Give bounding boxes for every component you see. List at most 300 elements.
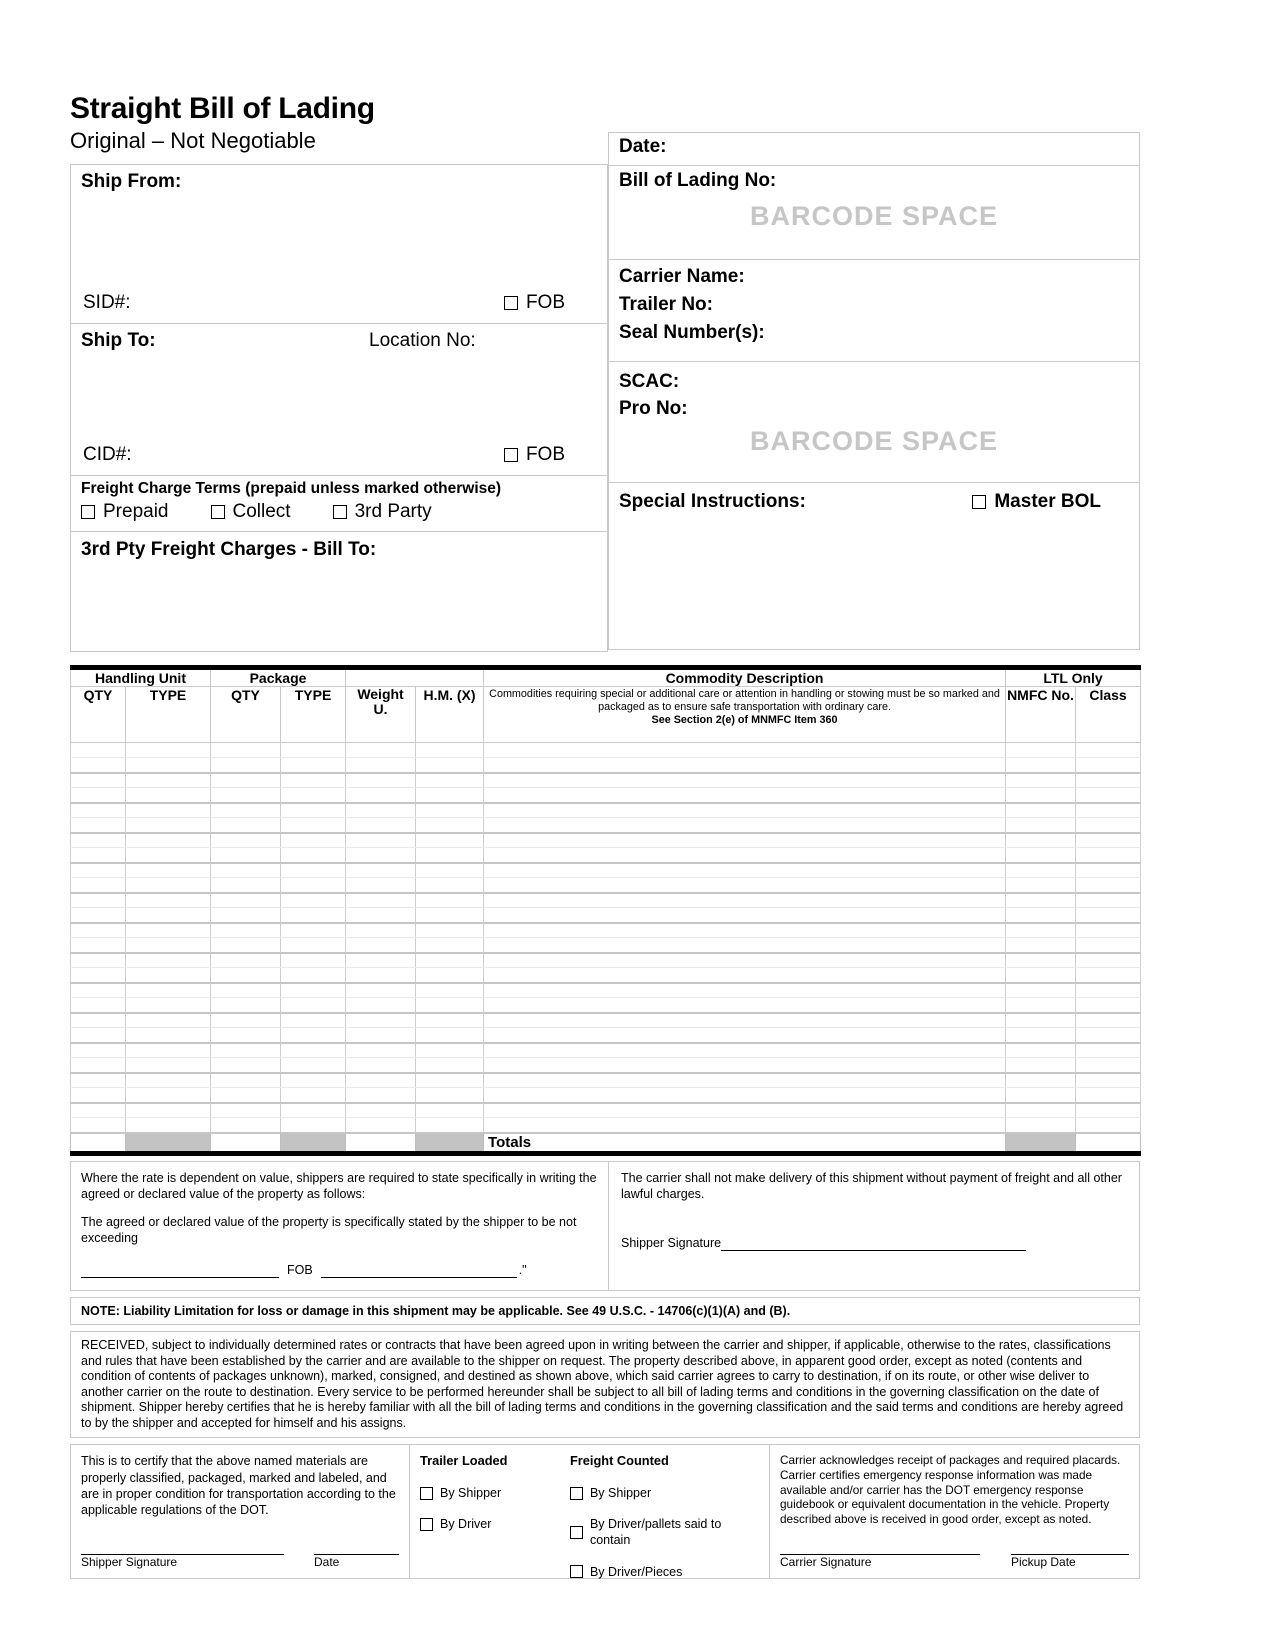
cid-label: CID#:	[83, 444, 132, 465]
table-cell	[416, 773, 484, 788]
class-header: Class	[1076, 687, 1141, 743]
table-cell	[484, 908, 1006, 923]
barcode-placeholder: BARCODE SPACE	[749, 426, 999, 456]
table-cell	[126, 878, 211, 893]
collect-checkbox[interactable]	[211, 505, 225, 519]
table-row	[71, 893, 1141, 908]
table-cell	[484, 1118, 1006, 1133]
table-cell	[484, 773, 1006, 788]
table-row	[71, 833, 1141, 848]
table-cell	[416, 758, 484, 773]
carrier-signature-blank[interactable]	[780, 1543, 980, 1555]
table-cell	[1006, 863, 1076, 878]
trailer-by-driver-label: By Driver	[440, 1517, 492, 1532]
table-cell	[281, 818, 346, 833]
table-cell	[346, 908, 416, 923]
location-no-label: Location No:	[369, 330, 476, 351]
table-cell	[281, 1013, 346, 1028]
table-cell	[71, 1058, 126, 1073]
table-cell	[211, 1118, 281, 1133]
table-cell	[416, 1028, 484, 1043]
date-label: Date	[314, 1554, 340, 1569]
commodity-description-header: Commodity Description	[484, 668, 1006, 687]
table-cell	[1006, 1118, 1076, 1133]
table-cell	[1076, 923, 1141, 938]
special-instructions-label: Special Instructions:	[619, 491, 806, 512]
page-title: Straight Bill of Lading	[70, 92, 375, 125]
table-cell	[1076, 833, 1141, 848]
table-cell	[71, 818, 126, 833]
table-cell	[1006, 938, 1076, 953]
table-cell	[1076, 803, 1141, 818]
fob-mid-label: FOB	[287, 1263, 313, 1277]
table-row	[71, 863, 1141, 878]
table-cell	[1006, 953, 1076, 968]
table-cell	[126, 788, 211, 803]
table-cell	[126, 1043, 211, 1058]
table-cell	[71, 803, 126, 818]
table-cell	[346, 803, 416, 818]
table-cell	[484, 1013, 1006, 1028]
freight-terms-box	[70, 475, 608, 532]
table-cell	[71, 788, 126, 803]
date-blank[interactable]	[314, 1543, 399, 1555]
pickup-date-field	[1011, 1543, 1129, 1570]
table-cell	[1076, 788, 1141, 803]
table-row	[71, 1103, 1141, 1118]
table-cell	[211, 1058, 281, 1073]
table-cell	[126, 1073, 211, 1088]
shipper-certify-text: This is to certify that the above named materials are properly classified, packaged, marked and labeled, and are in proper condition for transportation according to the applicable regulations of the DOT.	[81, 1454, 396, 1517]
table-row	[71, 1118, 1141, 1133]
totals-pkg-qty-cell	[211, 1133, 281, 1154]
shipper-signature-label: Shipper Signature	[621, 1235, 722, 1250]
table-cell	[71, 1103, 126, 1118]
table-cell	[211, 773, 281, 788]
table-cell	[1076, 1088, 1141, 1103]
table-cell	[281, 1043, 346, 1058]
title-block	[70, 93, 608, 165]
third-party-label: 3rd Party	[354, 501, 432, 522]
table-cell	[484, 1058, 1006, 1073]
table-cell	[346, 758, 416, 773]
table-cell	[71, 1118, 126, 1133]
table-cell	[281, 938, 346, 953]
table-cell	[281, 1058, 346, 1073]
table-cell	[416, 803, 484, 818]
table-cell	[126, 983, 211, 998]
table-row	[71, 803, 1141, 818]
table-cell	[346, 1103, 416, 1118]
table-cell	[416, 818, 484, 833]
handling-unit-group-header: Handling Unit	[71, 668, 211, 687]
table-cell	[484, 743, 1006, 758]
totals-row	[71, 1133, 1141, 1154]
table-cell	[281, 1103, 346, 1118]
table-cell	[416, 938, 484, 953]
table-cell	[1076, 968, 1141, 983]
table-cell	[484, 878, 1006, 893]
table-cell	[416, 1118, 484, 1133]
pkg-type-header: TYPE	[281, 687, 346, 743]
table-cell	[126, 923, 211, 938]
shipper-signature-blank[interactable]	[721, 1238, 1026, 1251]
table-cell	[1006, 1058, 1076, 1073]
totals-class-cell	[1076, 1133, 1141, 1154]
certification-row	[70, 1444, 1140, 1579]
carrier-signature-label: Carrier Signature	[780, 1555, 872, 1570]
shipper-certify-box	[70, 1444, 410, 1579]
table-row	[71, 938, 1141, 953]
trailer-by-shipper-checkbox[interactable]	[420, 1487, 433, 1500]
table-row	[71, 1088, 1141, 1103]
table-cell	[126, 938, 211, 953]
table-cell	[416, 953, 484, 968]
table-cell	[484, 788, 1006, 803]
table-cell	[211, 1013, 281, 1028]
declared-value-line	[81, 1262, 598, 1278]
fob-value-blank[interactable]	[321, 1265, 517, 1278]
trailer-no-label: Trailer No:	[619, 294, 713, 315]
table-cell	[211, 938, 281, 953]
ship-to-box	[70, 323, 608, 476]
table-cell	[346, 848, 416, 863]
seal-numbers-label: Seal Number(s):	[619, 322, 765, 343]
table-cell	[484, 848, 1006, 863]
table-cell	[281, 773, 346, 788]
table-cell	[281, 1088, 346, 1103]
table-cell	[126, 1013, 211, 1028]
prepaid-option	[81, 501, 169, 523]
table-cell	[71, 1028, 126, 1043]
table-cell	[211, 863, 281, 878]
table-cell	[126, 848, 211, 863]
scac-label: SCAC:	[619, 371, 680, 392]
table-cell	[211, 1103, 281, 1118]
commodity-note-bold-text: See Section 2(e) of MNMFC Item 360	[651, 713, 838, 726]
totals-label-cell: Totals	[484, 1133, 1006, 1154]
table-cell	[211, 818, 281, 833]
table-cell	[416, 968, 484, 983]
third-party-bill-to-box	[70, 531, 608, 652]
table-cell	[484, 968, 1006, 983]
counted-by-driver-pallets-option	[570, 1516, 759, 1549]
table-cell	[416, 1058, 484, 1073]
package-group-header: Package	[211, 668, 346, 687]
table-cell	[1006, 773, 1076, 788]
table-cell	[1076, 1013, 1141, 1028]
table-row	[71, 878, 1141, 893]
table-cell	[211, 1088, 281, 1103]
table-cell	[126, 998, 211, 1013]
third-party-option	[333, 501, 432, 523]
table-cell	[71, 773, 126, 788]
bol-number-box	[608, 165, 1140, 260]
table-cell	[1076, 743, 1141, 758]
value-para-2: The agreed or declared value of the property is specifically stated by the shipper to be not exceeding	[81, 1214, 577, 1245]
fob-checkbox[interactable]	[504, 448, 518, 462]
top-right-column	[608, 133, 1140, 650]
table-cell	[1006, 1088, 1076, 1103]
table-cell	[1076, 953, 1141, 968]
table-row	[71, 788, 1141, 803]
ship-from-fob-option	[504, 292, 565, 314]
table-cell	[346, 788, 416, 803]
nmfc-header: NMFC No.	[1006, 687, 1076, 743]
table-cell	[281, 1028, 346, 1043]
trailer-loaded-label: Trailer Loaded	[420, 1453, 508, 1469]
table-cell	[126, 833, 211, 848]
table-cell	[71, 968, 126, 983]
table-cell	[211, 953, 281, 968]
table-cell	[211, 758, 281, 773]
table-cell	[1006, 833, 1076, 848]
table-cell	[1006, 1013, 1076, 1028]
table-cell	[1006, 878, 1076, 893]
table-cell	[1076, 758, 1141, 773]
special-instructions-box	[608, 482, 1140, 650]
table-cell	[346, 968, 416, 983]
table-cell	[1076, 998, 1141, 1013]
barcode-placeholder: BARCODE SPACE	[749, 201, 999, 231]
shipper-signature-blank[interactable]	[81, 1543, 284, 1555]
table-cell	[281, 863, 346, 878]
received-terms-box: RECEIVED, subject to individually determined rates or contracts that have been agreed upon in writing between the carrier and shipper, if applicable, otherwise to the rates, classifications and rules that have been established by the carrier and are available to the shipper on request. The property described above, in apparent good order, except as noted (contents and condition of contents of packages unknown), marked, consigned, and destined as shown above, which said carrier agrees to carry to destination, if on its route, or other wise deliver to another carrier on the route to destination. Every service to be performed hereunder shall be subject to all bill of lading terms and conditions in the governing classification on the date of shipment. Shipper hereby certifies that he is hereby familiar with all the bill of lading terms and conditions in the governing classification and the said terms and conditions are hereby agreed to by the shipper and accepted for himself and his assigns.	[70, 1331, 1140, 1438]
trailer-by-driver-option	[420, 1516, 546, 1532]
value-declaration-right	[609, 1162, 1139, 1290]
counted-by-driver-pieces-checkbox[interactable]	[570, 1565, 583, 1578]
table-cell	[281, 968, 346, 983]
table-cell	[71, 878, 126, 893]
value-declaration-section	[70, 1161, 1140, 1291]
table-cell	[71, 743, 126, 758]
table-row	[71, 848, 1141, 863]
third-party-checkbox[interactable]	[333, 505, 347, 519]
table-cell	[416, 743, 484, 758]
table-cell	[1076, 1103, 1141, 1118]
table-cell	[71, 983, 126, 998]
table-cell	[71, 1088, 126, 1103]
table-cell	[1006, 983, 1076, 998]
table-row	[71, 1073, 1141, 1088]
table-row	[71, 908, 1141, 923]
table-cell	[484, 1088, 1006, 1103]
top-section	[70, 93, 1140, 652]
table-cell	[126, 758, 211, 773]
sid-label: SID#:	[83, 292, 131, 313]
table-row	[71, 953, 1141, 968]
table-row	[71, 743, 1141, 758]
table-cell	[211, 788, 281, 803]
table-cell	[211, 848, 281, 863]
totals-weight-cell	[346, 1133, 416, 1154]
table-cell	[346, 1043, 416, 1058]
table-cell	[484, 1103, 1006, 1118]
counted-by-driver-pieces-option	[570, 1564, 759, 1580]
trailer-by-driver-checkbox[interactable]	[420, 1518, 433, 1531]
table-cell	[126, 863, 211, 878]
table-cell	[346, 1013, 416, 1028]
trailer-by-shipper-option	[420, 1485, 546, 1501]
table-cell	[416, 848, 484, 863]
table-cell	[281, 788, 346, 803]
table-cell	[281, 743, 346, 758]
table-cell	[126, 1103, 211, 1118]
totals-nmfc-cell	[1006, 1133, 1076, 1154]
table-cell	[211, 878, 281, 893]
table-cell	[484, 923, 1006, 938]
master-bol-checkbox[interactable]	[972, 495, 986, 509]
liability-note-box: NOTE: Liability Limitation for loss or damage in this shipment may be applicable. See 49 U.S.C. - 14706(c)(1)(A) and (B).	[70, 1297, 1140, 1325]
table-cell	[71, 863, 126, 878]
table-cell	[484, 938, 1006, 953]
table-row	[71, 1043, 1141, 1058]
table-cell	[1076, 848, 1141, 863]
table-cell	[416, 1073, 484, 1088]
table-cell	[484, 998, 1006, 1013]
counted-by-shipper-checkbox[interactable]	[570, 1487, 583, 1500]
table-cell	[1076, 818, 1141, 833]
table-cell	[71, 1013, 126, 1028]
table-cell	[211, 923, 281, 938]
table-cell	[211, 743, 281, 758]
table-cell	[346, 983, 416, 998]
table-cell	[281, 923, 346, 938]
fob-checkbox[interactable]	[504, 296, 518, 310]
table-cell	[281, 1073, 346, 1088]
table-cell	[126, 803, 211, 818]
table-cell	[126, 953, 211, 968]
value-para-1: Where the rate is dependent on value, shippers are required to state specifically in writing the agreed or declared value of the property as follows:	[81, 1171, 597, 1202]
table-cell	[346, 938, 416, 953]
counted-by-driver-pieces-label: By Driver/Pieces	[589, 1564, 683, 1579]
table-cell	[416, 983, 484, 998]
table-cell	[71, 953, 126, 968]
table-cell	[1006, 1028, 1076, 1043]
table-cell	[126, 968, 211, 983]
fob-label: FOB	[525, 292, 565, 313]
table-cell	[1006, 788, 1076, 803]
totals-hu-type-cell	[126, 1133, 211, 1154]
table-cell	[71, 848, 126, 863]
hm-header: H.M. (X)	[416, 687, 484, 743]
table-cell	[1076, 1043, 1141, 1058]
table-cell	[346, 1028, 416, 1043]
third-party-bill-to-label: 3rd Pty Freight Charges - Bill To:	[81, 539, 377, 560]
totals-pkg-type-cell	[281, 1133, 346, 1154]
shipper-signature-label: Shipper Signature	[81, 1554, 178, 1569]
table-cell	[484, 758, 1006, 773]
ship-from-box	[70, 164, 608, 324]
table-cell	[211, 908, 281, 923]
top-left-column	[70, 93, 608, 652]
table-cell	[126, 818, 211, 833]
counted-by-driver-pallets-checkbox[interactable]	[570, 1526, 583, 1539]
table-cell	[211, 803, 281, 818]
table-cell	[416, 893, 484, 908]
table-cell	[346, 923, 416, 938]
table-cell	[346, 818, 416, 833]
freight-terms-label: Freight Charge Terms (prepaid unless marked otherwise)	[81, 480, 502, 497]
table-cell	[126, 1058, 211, 1073]
carrier-acknowledge-box	[769, 1444, 1140, 1579]
table-row	[71, 923, 1141, 938]
pkg-qty-header: QTY	[211, 687, 281, 743]
table-cell	[71, 923, 126, 938]
commodity-table	[70, 665, 1141, 1156]
table-cell	[126, 1118, 211, 1133]
prepaid-checkbox[interactable]	[81, 505, 95, 519]
table-cell	[71, 998, 126, 1013]
bol-number-label: Bill of Lading No:	[619, 170, 777, 191]
table-cell	[281, 953, 346, 968]
table-cell	[346, 1073, 416, 1088]
pickup-date-label: Pickup Date	[1011, 1555, 1076, 1570]
table-cell	[416, 1103, 484, 1118]
table-cell	[416, 788, 484, 803]
trailer-loaded-column	[420, 1453, 546, 1580]
table-cell	[416, 863, 484, 878]
table-cell	[1006, 893, 1076, 908]
table-row	[71, 773, 1141, 788]
table-row	[71, 983, 1141, 998]
table-cell	[346, 833, 416, 848]
table-cell	[1076, 1028, 1141, 1043]
table-cell	[1006, 1103, 1076, 1118]
pro-no-label: Pro No:	[619, 398, 688, 419]
table-cell	[1006, 743, 1076, 758]
totals-hm-cell	[416, 1133, 484, 1154]
pickup-date-blank[interactable]	[1011, 1543, 1129, 1555]
carrier-name-label: Carrier Name:	[619, 266, 745, 287]
table-cell	[126, 1088, 211, 1103]
master-bol-label: Master BOL	[994, 491, 1101, 512]
table-cell	[484, 953, 1006, 968]
table-cell	[1076, 878, 1141, 893]
table-cell	[211, 998, 281, 1013]
table-cell	[1006, 1043, 1076, 1058]
table-cell	[1076, 1118, 1141, 1133]
line-terminator: ."	[518, 1263, 527, 1277]
table-cell	[346, 893, 416, 908]
carrier-signature-area	[780, 1543, 1129, 1570]
freight-counted-label: Freight Counted	[569, 1453, 669, 1469]
table-cell	[71, 938, 126, 953]
table-cell	[71, 893, 126, 908]
table-cell	[1006, 803, 1076, 818]
table-cell	[126, 893, 211, 908]
table-cell	[126, 908, 211, 923]
ltl-only-group-header: LTL Only	[1006, 668, 1141, 687]
table-cell	[1006, 923, 1076, 938]
table-cell	[346, 1088, 416, 1103]
table-cell	[71, 758, 126, 773]
table-cell	[126, 743, 211, 758]
declared-value-blank[interactable]	[81, 1265, 279, 1278]
table-row	[71, 1028, 1141, 1043]
table-cell	[1076, 773, 1141, 788]
ship-from-label: Ship From:	[81, 171, 182, 192]
weight-header: Weight U.	[346, 687, 416, 743]
prepaid-label: Prepaid	[103, 501, 169, 522]
totals-hu-qty-cell	[71, 1133, 126, 1154]
date-field	[314, 1543, 399, 1571]
fob-label: FOB	[525, 444, 565, 465]
table-cell	[346, 1118, 416, 1133]
table-cell	[211, 983, 281, 998]
table-cell	[281, 893, 346, 908]
table-cell	[281, 848, 346, 863]
